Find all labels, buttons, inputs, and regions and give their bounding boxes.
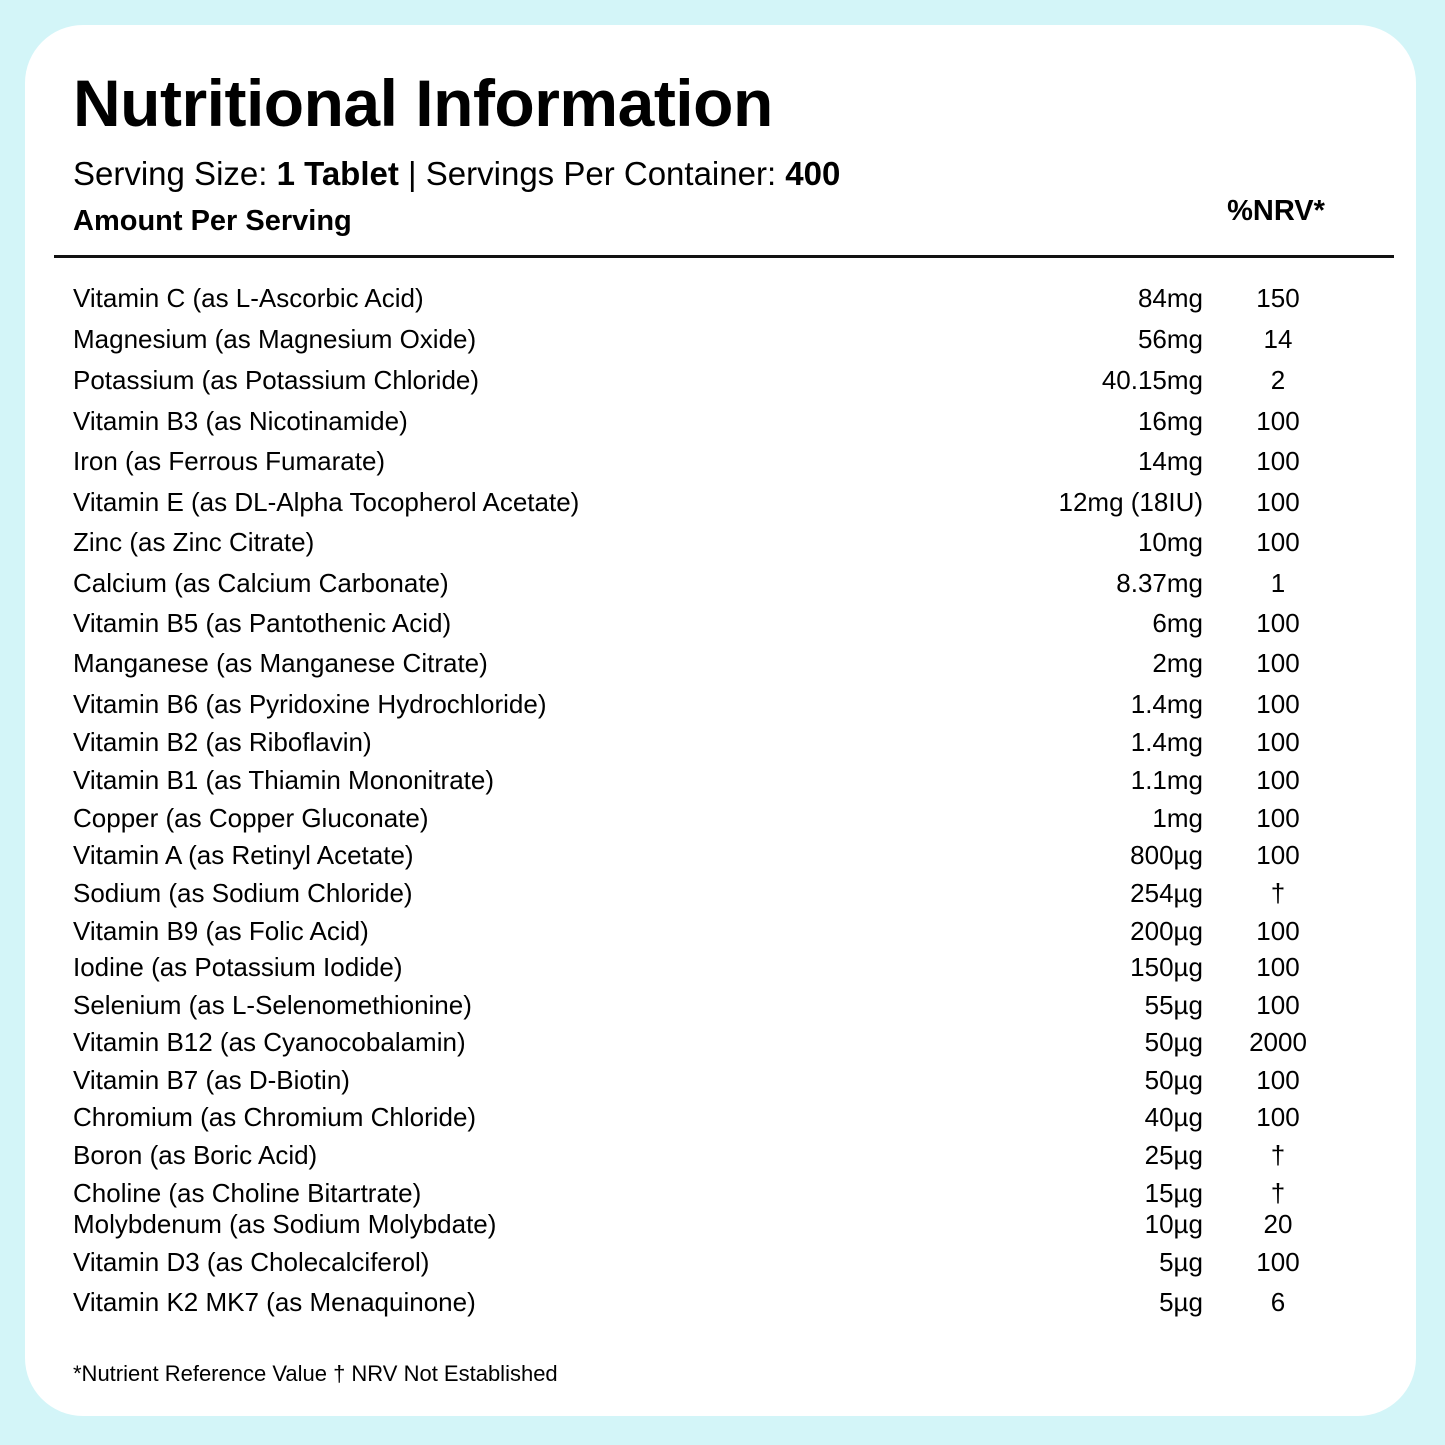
nutrient-name: Zinc (as Zinc Citrate) (73, 527, 315, 557)
nutrient-amount: 2mg (1152, 648, 1203, 678)
nutrient-amount: 25µg (1144, 1140, 1203, 1170)
nutrient-amount: 800µg (1130, 840, 1203, 870)
table-row (25, 762, 1416, 798)
table-row (25, 949, 1416, 985)
nutrient-nrv: † (1270, 878, 1286, 908)
nutrient-name: Chromium (as Chromium Chloride) (73, 1102, 477, 1132)
nutrient-amount: 254µg (1130, 878, 1203, 908)
nutrient-amount: 1.4mg (1130, 689, 1203, 719)
nutrient-name: Vitamin B1 (as Thiamin Mononitrate) (73, 765, 495, 795)
nutrient-amount: 50µg (1144, 1065, 1203, 1095)
nutrient-name: Vitamin B12 (as Cyanocobalamin) (73, 1027, 466, 1057)
table-row (25, 484, 1416, 520)
nutrient-nrv: 100 (1256, 406, 1300, 436)
nutrient-nrv: † (1270, 1178, 1286, 1208)
table-row (25, 1284, 1416, 1320)
nutrient-nrv: 100 (1256, 803, 1300, 833)
nutrient-amount: 1.4mg (1130, 727, 1203, 757)
nutrient-name: Vitamin D3 (as Cholecalciferol) (73, 1247, 430, 1277)
nutrient-nrv: 100 (1256, 765, 1300, 795)
nutrient-nrv: 6 (1270, 1287, 1286, 1317)
nutrient-name: Vitamin B9 (as Folic Acid) (73, 916, 369, 946)
nutrient-amount: 10mg (1137, 527, 1203, 557)
nutrient-name: Potassium (as Potassium Chloride) (73, 365, 480, 395)
nutrient-nrv: 14 (1263, 324, 1293, 354)
nutrient-amount: 1mg (1152, 803, 1203, 833)
nutrient-amount: 15µg (1144, 1178, 1203, 1208)
table-row (25, 362, 1416, 398)
nutrient-nrv: 20 (1263, 1209, 1293, 1239)
footnote: *Nutrient Reference Value † NRV Not Established (73, 1361, 558, 1386)
table-row (25, 645, 1416, 681)
nutrient-name: Sodium (as Sodium Chloride) (73, 878, 413, 908)
nutrient-amount: 6mg (1152, 608, 1203, 638)
nutrient-name: Vitamin B2 (as Riboflavin) (73, 727, 372, 757)
nutrient-name: Molybdenum (as Sodium Molybdate) (73, 1209, 497, 1239)
page-title: Nutritional Information (73, 66, 773, 140)
nutrient-name: Vitamin E (as DL-Alpha Tocopherol Acetate) (73, 487, 580, 517)
table-row (25, 1244, 1416, 1280)
nutrient-name: Vitamin A (as Retinyl Acetate) (73, 840, 414, 870)
serving-size-value: 1 Tablet (276, 155, 399, 192)
nutrient-name: Selenium (as L-Selenomethionine) (73, 990, 472, 1020)
nutrient-nrv: 150 (1256, 283, 1300, 313)
nutrient-nrv: 100 (1256, 527, 1300, 557)
nutrient-amount: 55µg (1144, 990, 1203, 1020)
nutrient-table (25, 25, 1416, 1416)
table-row (25, 1024, 1416, 1060)
nutrient-name: Iron (as Ferrous Fumarate) (73, 446, 386, 476)
table-row (25, 280, 1416, 316)
nutrient-name: Vitamin C (as L-Ascorbic Acid) (73, 283, 424, 313)
nutrient-amount: 40.15mg (1101, 365, 1203, 395)
nutrient-nrv: 1 (1270, 568, 1286, 598)
nutrient-name: Calcium (as Calcium Carbonate) (73, 568, 449, 598)
nutrient-nrv: 100 (1256, 1247, 1300, 1277)
table-row (25, 403, 1416, 439)
nutrient-name: Choline (as Choline Bitartrate) (73, 1178, 422, 1208)
table-row (25, 524, 1416, 560)
nutrient-nrv: 100 (1256, 840, 1300, 870)
table-row (25, 443, 1416, 479)
nutrient-amount: 16mg (1137, 406, 1203, 436)
nutrient-nrv: † (1270, 1140, 1286, 1170)
table-row (25, 1206, 1416, 1242)
nutrient-amount: 50µg (1144, 1027, 1203, 1057)
nutrient-nrv: 2000 (1249, 1027, 1307, 1057)
nutrient-name: Vitamin B3 (as Nicotinamide) (73, 406, 408, 436)
nutrient-amount: 14mg (1137, 446, 1203, 476)
table-row (25, 321, 1416, 357)
nutrient-nrv: 100 (1256, 952, 1300, 982)
servings-per-container-label: Servings Per Container: (425, 155, 786, 192)
table-row (25, 1099, 1416, 1135)
nutrient-amount: 5µg (1159, 1287, 1203, 1317)
nutrient-amount: 12mg (18IU) (1058, 487, 1203, 517)
nutrient-amount: 8.37mg (1116, 568, 1203, 598)
table-row (25, 605, 1416, 641)
nutrient-amount: 40µg (1144, 1102, 1203, 1132)
serving-size-label: Serving Size: (73, 155, 277, 192)
servings-per-container-value: 400 (785, 155, 841, 192)
table-row (25, 1137, 1416, 1173)
serving-separator: | (398, 155, 426, 192)
nutrient-nrv: 100 (1256, 1065, 1300, 1095)
nutrient-amount: 1.1mg (1130, 765, 1203, 795)
table-row (25, 913, 1416, 949)
nutrient-nrv: 100 (1256, 689, 1300, 719)
nutrient-nrv: 100 (1256, 990, 1300, 1020)
nutrient-nrv: 100 (1256, 446, 1300, 476)
nutrient-name: Manganese (as Manganese Citrate) (73, 648, 488, 678)
table-row (25, 724, 1416, 760)
nutrient-amount: 56mg (1137, 324, 1203, 354)
nutrient-nrv: 100 (1256, 608, 1300, 638)
nutrient-nrv: 100 (1256, 727, 1300, 757)
nutrient-name: Boron (as Boric Acid) (73, 1140, 318, 1170)
nutrient-amount: 10µg (1144, 1209, 1203, 1239)
nrv-column-header: %NRV* (1227, 195, 1325, 227)
nutrient-nrv: 100 (1256, 648, 1300, 678)
table-row (25, 837, 1416, 873)
nutrient-amount: 84mg (1137, 283, 1203, 313)
nutrient-nrv: 100 (1256, 487, 1300, 517)
nutrient-amount: 150µg (1130, 952, 1203, 982)
nutrient-name: Vitamin B6 (as Pyridoxine Hydrochloride) (73, 689, 547, 719)
nutrition-panel (25, 25, 1416, 1416)
nutrient-name: Iodine (as Potassium Iodide) (73, 952, 403, 982)
nutrient-nrv: 2 (1270, 365, 1286, 395)
amount-per-serving-header: Amount Per Serving (73, 205, 352, 237)
nutrient-name: Vitamin B5 (as Pantothenic Acid) (73, 608, 452, 638)
nutrient-nrv: 100 (1256, 916, 1300, 946)
nutrient-nrv: 100 (1256, 1102, 1300, 1132)
table-row (25, 800, 1416, 836)
table-row (25, 1062, 1416, 1098)
nutrient-amount: 200µg (1130, 916, 1203, 946)
table-row (25, 565, 1416, 601)
nutrient-name: Vitamin K2 MK7 (as Menaquinone) (73, 1287, 476, 1317)
table-row (25, 987, 1416, 1023)
nutrient-name: Vitamin B7 (as D-Biotin) (73, 1065, 350, 1095)
table-row (25, 686, 1416, 722)
nutrient-name: Magnesium (as Magnesium Oxide) (73, 324, 477, 354)
table-row (25, 875, 1416, 911)
nutrient-name: Copper (as Copper Gluconate) (73, 803, 429, 833)
nutrient-amount: 5µg (1159, 1247, 1203, 1277)
